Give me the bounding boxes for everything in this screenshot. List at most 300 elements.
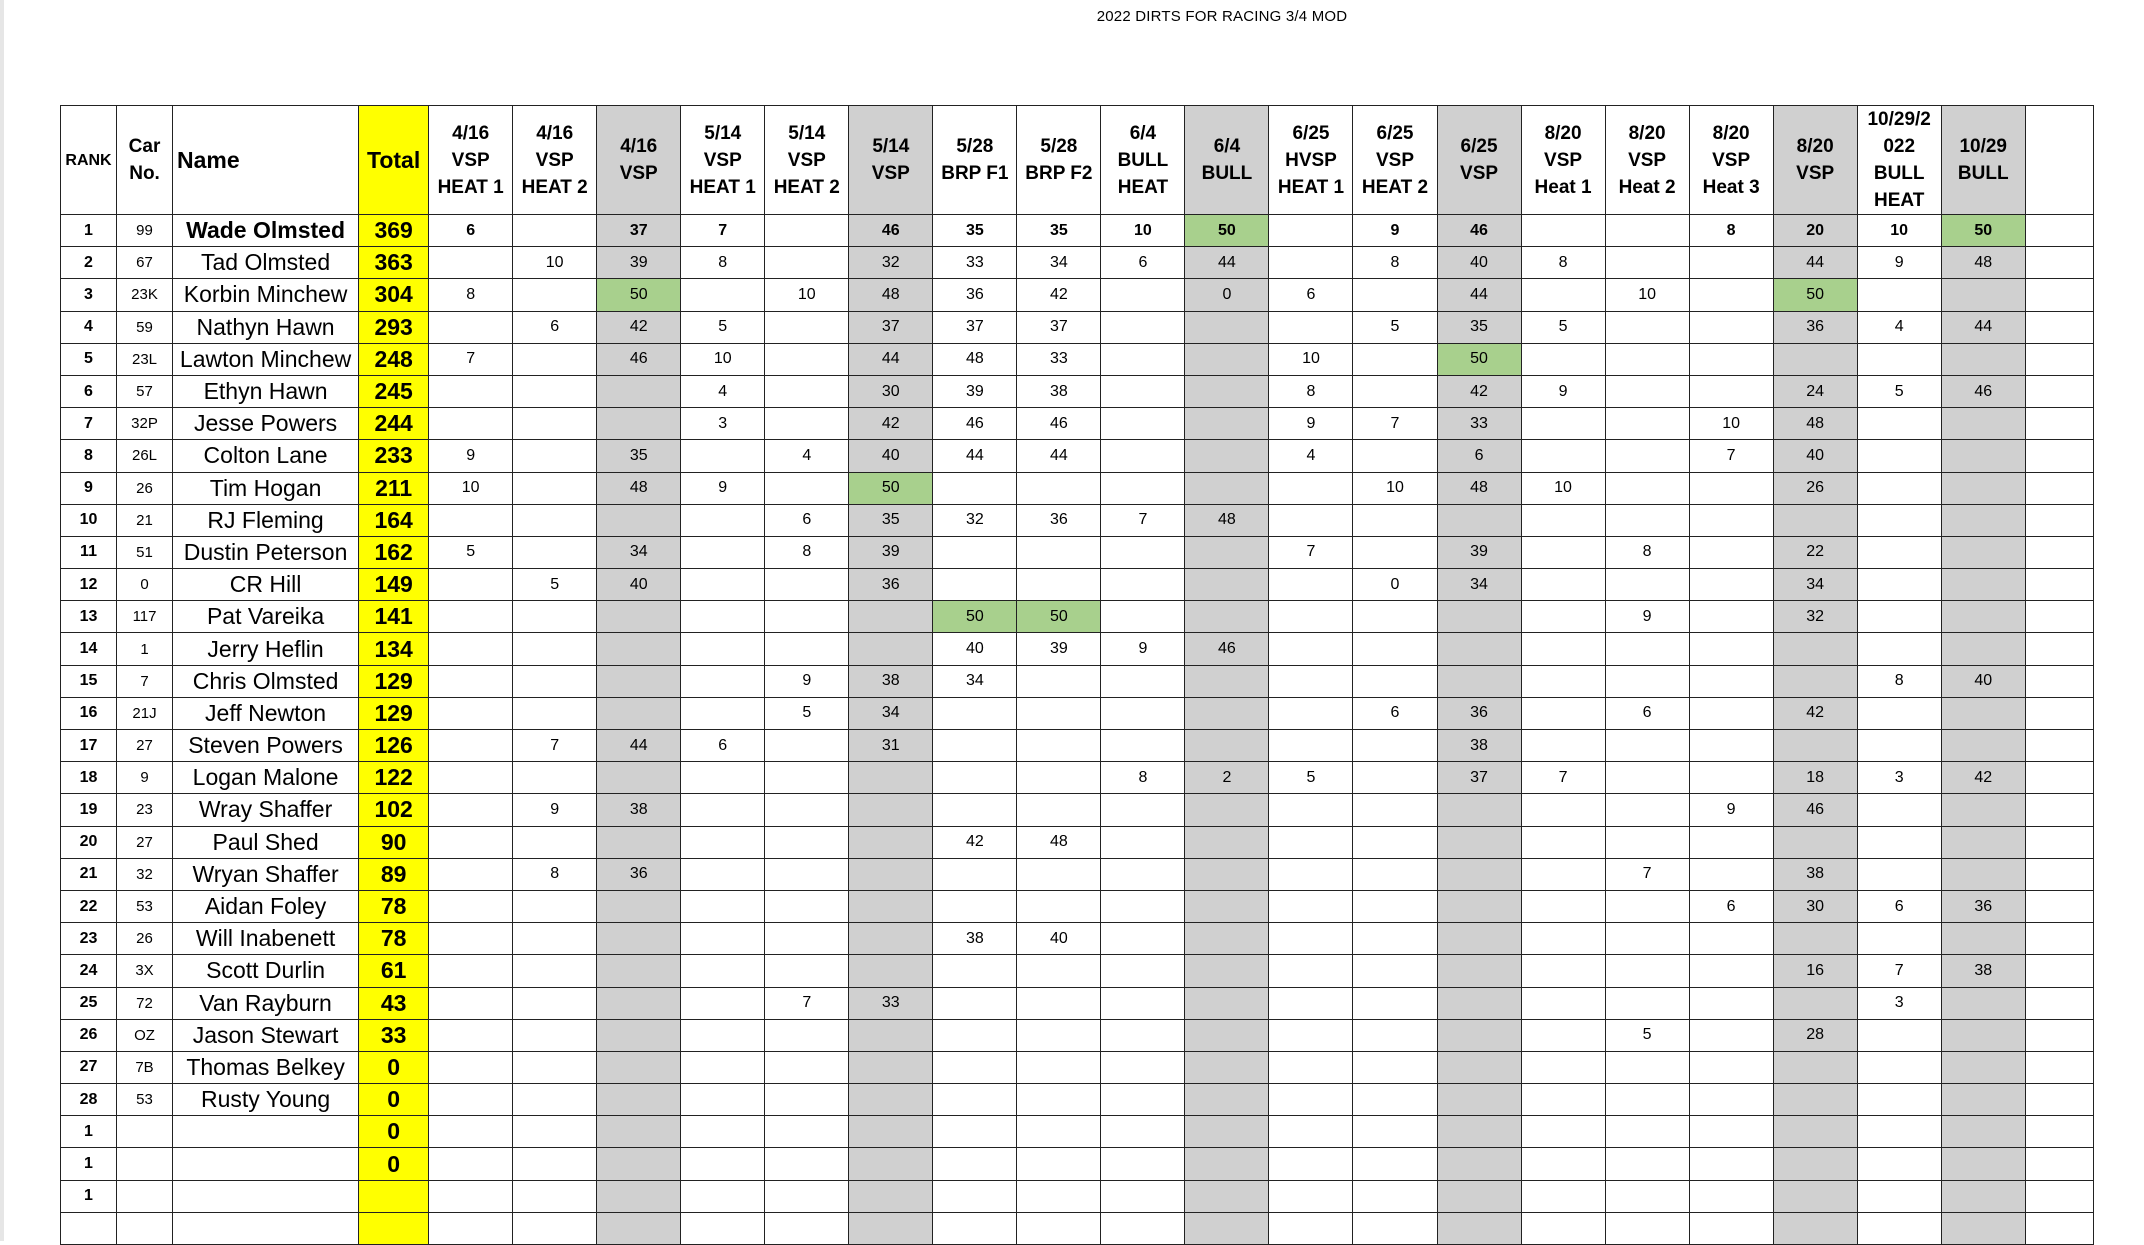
race-points-cell	[1437, 665, 1521, 697]
race-points-cell	[765, 890, 849, 922]
race-points-cell	[513, 923, 597, 955]
race-points-cell	[513, 472, 597, 504]
race-points-cell	[1689, 1180, 1773, 1212]
race-points-cell: 40	[597, 569, 681, 601]
race-points-cell	[765, 472, 849, 504]
race-points-cell	[1941, 279, 2025, 311]
header-race-13	[1521, 106, 1605, 215]
driver-name-cell	[173, 1180, 359, 1212]
race-points-cell: 9	[513, 794, 597, 826]
race-points-cell	[1437, 955, 1521, 987]
race-points-cell: 9	[1689, 794, 1773, 826]
race-points-cell	[2025, 858, 2093, 890]
race-points-cell	[2025, 1180, 2093, 1212]
race-points-cell	[1269, 858, 1353, 890]
race-points-cell	[1185, 826, 1269, 858]
total-points-cell: 363	[359, 247, 429, 279]
rank-cell: 20	[61, 826, 117, 858]
race-points-cell: 6	[1269, 279, 1353, 311]
race-points-cell	[1437, 890, 1521, 922]
table-row	[61, 215, 2094, 247]
race-points-cell: 40	[1941, 665, 2025, 697]
race-points-cell	[1437, 601, 1521, 633]
car-number-cell: 1	[117, 633, 173, 665]
race-points-cell	[1101, 1051, 1185, 1083]
race-points-cell: 7	[1605, 858, 1689, 890]
race-points-cell	[1689, 826, 1773, 858]
race-points-cell	[1689, 923, 1773, 955]
header-race-line: 8/20	[1712, 122, 1750, 144]
race-points-cell	[849, 601, 933, 633]
race-points-cell: 42	[933, 826, 1017, 858]
race-points-cell: 8	[1521, 247, 1605, 279]
race-points-cell	[513, 440, 597, 472]
table-row	[61, 375, 2094, 407]
race-points-cell: 48	[597, 472, 681, 504]
total-points-cell: 134	[359, 633, 429, 665]
race-points-cell	[681, 1148, 765, 1180]
race-points-cell	[765, 826, 849, 858]
race-points-cell	[2025, 215, 2093, 247]
race-points-cell	[681, 1051, 765, 1083]
race-points-cell	[1185, 858, 1269, 890]
race-points-cell	[1689, 569, 1773, 601]
race-points-cell	[597, 1084, 681, 1116]
header-race-3	[681, 106, 765, 215]
race-points-cell	[933, 955, 1017, 987]
race-points-cell	[681, 697, 765, 729]
race-points-cell	[429, 987, 513, 1019]
race-points-cell	[1689, 472, 1773, 504]
header-race-line: 4/16	[620, 136, 658, 157]
race-points-cell: 35	[597, 440, 681, 472]
race-points-cell: 37	[849, 311, 933, 343]
rank-cell: 12	[61, 569, 117, 601]
car-number-cell: 21	[117, 504, 173, 536]
race-points-cell	[1941, 504, 2025, 536]
race-points-cell	[1605, 923, 1689, 955]
race-points-cell	[429, 858, 513, 890]
table-row	[61, 472, 2094, 504]
header-race-18	[1941, 106, 2025, 215]
race-points-cell	[1017, 1148, 1101, 1180]
race-points-cell	[933, 858, 1017, 890]
race-points-cell: 38	[1437, 730, 1521, 762]
race-points-cell	[1941, 343, 2025, 375]
header-race-5	[849, 106, 933, 215]
header-race-line: 10/29/2	[1867, 109, 1931, 130]
table-row	[61, 890, 2094, 922]
rank-cell: 16	[61, 697, 117, 729]
race-points-cell: 8	[765, 536, 849, 568]
race-points-cell	[1185, 794, 1269, 826]
total-points-cell: 78	[359, 890, 429, 922]
rank-cell: 9	[61, 472, 117, 504]
race-points-cell	[933, 794, 1017, 826]
race-points-cell	[597, 504, 681, 536]
header-race-line: 6/25	[1460, 136, 1498, 157]
race-points-cell	[681, 794, 765, 826]
race-points-cell	[933, 472, 1017, 504]
race-points-cell	[1773, 923, 1857, 955]
race-points-cell: 31	[849, 730, 933, 762]
header-race-line: BRP F2	[1025, 163, 1093, 184]
race-points-cell	[765, 955, 849, 987]
driver-name-cell	[173, 1212, 359, 1244]
race-points-cell	[681, 536, 765, 568]
race-points-cell	[1269, 311, 1353, 343]
race-points-cell	[2025, 279, 2093, 311]
race-points-cell: 22	[1773, 536, 1857, 568]
race-points-cell	[1185, 440, 1269, 472]
race-points-cell	[1857, 1116, 1941, 1148]
header-race-line: VSP	[1712, 149, 1751, 171]
race-points-cell	[1941, 923, 2025, 955]
race-points-cell	[1773, 1148, 1857, 1180]
race-points-cell	[1017, 1019, 1101, 1051]
race-points-cell: 9	[1101, 633, 1185, 665]
race-points-cell	[513, 1116, 597, 1148]
race-points-cell	[933, 890, 1017, 922]
race-points-cell	[513, 633, 597, 665]
race-points-cell	[1185, 1084, 1269, 1116]
table-row	[61, 697, 2094, 729]
race-points-cell	[681, 826, 765, 858]
race-points-cell	[1605, 1212, 1689, 1244]
race-points-cell: 6	[681, 730, 765, 762]
race-points-cell: 36	[933, 279, 1017, 311]
race-points-cell	[2025, 665, 2093, 697]
race-points-cell: 9	[1521, 375, 1605, 407]
race-points-cell	[429, 697, 513, 729]
race-points-cell: 42	[1017, 279, 1101, 311]
race-points-cell: 46	[1773, 794, 1857, 826]
race-points-cell	[1605, 1180, 1689, 1212]
race-points-cell: 42	[1437, 375, 1521, 407]
header-race-line: VSP	[703, 149, 742, 171]
total-points-cell: 102	[359, 794, 429, 826]
car-number-cell: 0	[117, 569, 173, 601]
driver-name-cell: Ethyn Hawn	[173, 375, 359, 407]
race-points-cell	[429, 1148, 513, 1180]
race-points-cell	[681, 923, 765, 955]
header-race-line: 6/25	[1292, 122, 1330, 144]
header-race-4	[765, 106, 849, 215]
header-race-line: BULL	[1201, 163, 1253, 184]
race-points-cell: 32	[933, 504, 1017, 536]
race-points-cell	[513, 987, 597, 1019]
race-points-cell	[1101, 955, 1185, 987]
race-points-cell	[513, 408, 597, 440]
rank-cell: 22	[61, 890, 117, 922]
header-car-line-2: No.	[129, 163, 160, 184]
race-points-cell: 8	[1689, 215, 1773, 247]
race-points-cell: 32	[849, 247, 933, 279]
race-points-cell	[1857, 408, 1941, 440]
driver-name-cell: Paul Shed	[173, 826, 359, 858]
total-points-cell: 369	[359, 215, 429, 247]
race-points-cell	[1521, 955, 1605, 987]
race-points-cell: 33	[849, 987, 933, 1019]
rank-cell: 1	[61, 1116, 117, 1148]
total-points-cell: 304	[359, 279, 429, 311]
race-points-cell	[1605, 1116, 1689, 1148]
race-points-cell	[2025, 1148, 2093, 1180]
rank-cell: 15	[61, 665, 117, 697]
race-points-cell	[597, 955, 681, 987]
table-row	[61, 1116, 2094, 1148]
race-points-cell	[681, 601, 765, 633]
race-points-cell	[1269, 1180, 1353, 1212]
table-row	[61, 762, 2094, 794]
race-points-cell	[1101, 536, 1185, 568]
table-row	[61, 343, 2094, 375]
race-points-cell	[597, 633, 681, 665]
race-points-cell	[849, 1148, 933, 1180]
race-points-cell	[1353, 1019, 1437, 1051]
race-points-cell: 50	[1437, 343, 1521, 375]
race-points-cell	[1185, 730, 1269, 762]
race-points-cell	[1605, 987, 1689, 1019]
rank-cell: 1	[61, 1180, 117, 1212]
race-points-cell	[1269, 1148, 1353, 1180]
race-points-cell	[1941, 569, 2025, 601]
race-points-cell: 34	[1017, 247, 1101, 279]
race-points-cell	[1269, 697, 1353, 729]
driver-name-cell: Wryan Shaffer	[173, 858, 359, 890]
race-points-cell	[1941, 826, 2025, 858]
race-points-cell	[513, 601, 597, 633]
race-points-cell: 7	[681, 215, 765, 247]
car-number-cell	[117, 1212, 173, 1244]
header-race-16	[1773, 106, 1857, 215]
race-points-cell: 10	[1689, 408, 1773, 440]
race-points-cell	[1101, 794, 1185, 826]
race-points-cell: 10	[681, 343, 765, 375]
header-race-line: 6/4	[1213, 136, 1241, 157]
race-points-cell	[429, 408, 513, 440]
race-points-cell	[681, 955, 765, 987]
race-points-cell: 9	[1353, 215, 1437, 247]
race-points-cell	[1521, 697, 1605, 729]
race-points-cell	[1521, 569, 1605, 601]
race-points-cell: 5	[513, 569, 597, 601]
rank-cell: 2	[61, 247, 117, 279]
race-points-cell	[1437, 1148, 1521, 1180]
race-points-cell	[1857, 730, 1941, 762]
race-points-cell: 26	[1773, 472, 1857, 504]
race-points-cell	[429, 1116, 513, 1148]
race-points-cell	[1773, 1212, 1857, 1244]
race-points-cell: 46	[1941, 375, 2025, 407]
race-points-cell	[933, 730, 1017, 762]
rank-cell: 13	[61, 601, 117, 633]
race-points-cell	[597, 890, 681, 922]
race-points-cell	[1269, 890, 1353, 922]
table-row	[61, 923, 2094, 955]
race-points-cell	[681, 1116, 765, 1148]
car-number-cell: 21J	[117, 697, 173, 729]
race-points-cell: 6	[513, 311, 597, 343]
race-points-cell: 7	[1689, 440, 1773, 472]
race-points-cell: 40	[1773, 440, 1857, 472]
race-points-cell	[1857, 601, 1941, 633]
race-points-cell	[1521, 408, 1605, 440]
total-points-cell: 122	[359, 762, 429, 794]
race-points-cell	[597, 1180, 681, 1212]
race-points-cell	[681, 1019, 765, 1051]
driver-name-cell	[173, 1148, 359, 1180]
race-points-cell	[849, 1116, 933, 1148]
header-race-line: HEAT 1	[689, 176, 756, 198]
driver-name-cell: Will Inabenett	[173, 923, 359, 955]
race-points-cell	[2025, 633, 2093, 665]
race-points-cell	[765, 343, 849, 375]
total-points-cell: 129	[359, 697, 429, 729]
total-points-cell: 164	[359, 504, 429, 536]
race-points-cell	[1605, 408, 1689, 440]
header-race-1	[513, 106, 597, 215]
race-points-cell	[1689, 730, 1773, 762]
header-race-line: 10/29	[1959, 136, 2007, 157]
car-number-cell: 27	[117, 730, 173, 762]
race-points-cell: 7	[513, 730, 597, 762]
race-points-cell	[2025, 504, 2093, 536]
race-points-cell: 38	[933, 923, 1017, 955]
header-race-line: HVSP	[1285, 149, 1337, 171]
race-points-cell	[933, 697, 1017, 729]
race-points-cell	[1185, 601, 1269, 633]
race-points-cell	[933, 1180, 1017, 1212]
page-title: 2022 DIRTS FOR RACING 3/4 MOD	[1096, 8, 1348, 25]
race-points-cell	[1521, 601, 1605, 633]
race-points-cell	[429, 923, 513, 955]
race-points-cell	[849, 1051, 933, 1083]
race-points-cell	[849, 1019, 933, 1051]
race-points-cell: 46	[1017, 408, 1101, 440]
race-points-cell: 4	[765, 440, 849, 472]
race-points-cell: 28	[1773, 1019, 1857, 1051]
car-number-cell: 9	[117, 762, 173, 794]
race-points-cell	[2025, 697, 2093, 729]
race-points-cell	[2025, 730, 2093, 762]
race-points-cell	[1605, 569, 1689, 601]
car-number-cell: 3X	[117, 955, 173, 987]
race-points-cell	[1857, 1212, 1941, 1244]
total-points-cell	[359, 1212, 429, 1244]
rank-cell: 24	[61, 955, 117, 987]
race-points-cell: 40	[1437, 247, 1521, 279]
race-points-cell	[1269, 569, 1353, 601]
race-points-cell: 0	[1353, 569, 1437, 601]
race-points-cell	[597, 408, 681, 440]
race-points-cell: 4	[681, 375, 765, 407]
race-points-cell	[1773, 987, 1857, 1019]
race-points-cell	[1605, 633, 1689, 665]
race-points-cell	[429, 826, 513, 858]
race-points-cell: 9	[681, 472, 765, 504]
header-race-line: VSP	[451, 149, 490, 171]
race-points-cell: 46	[1437, 215, 1521, 247]
race-points-cell	[597, 1212, 681, 1244]
race-points-cell: 8	[681, 247, 765, 279]
race-points-cell	[1857, 633, 1941, 665]
race-points-cell: 6	[1857, 890, 1941, 922]
driver-name-cell: Jesse Powers	[173, 408, 359, 440]
race-points-cell	[1605, 1084, 1689, 1116]
race-points-cell: 9	[1605, 601, 1689, 633]
race-points-cell	[1689, 955, 1773, 987]
race-points-cell	[933, 1116, 1017, 1148]
race-points-cell	[1185, 375, 1269, 407]
race-points-cell	[681, 1084, 765, 1116]
race-points-cell: 5	[1521, 311, 1605, 343]
race-points-cell: 48	[1017, 826, 1101, 858]
total-points-cell: 293	[359, 311, 429, 343]
race-points-cell	[1017, 1116, 1101, 1148]
race-points-cell	[1521, 923, 1605, 955]
race-points-cell	[765, 923, 849, 955]
race-points-cell	[1689, 987, 1773, 1019]
race-points-cell: 44	[1941, 311, 2025, 343]
header-race-line: VSP	[619, 163, 658, 184]
race-points-cell: 10	[1857, 215, 1941, 247]
race-points-cell	[1101, 279, 1185, 311]
race-points-cell	[1605, 762, 1689, 794]
race-points-cell	[1353, 343, 1437, 375]
race-points-cell	[1857, 440, 1941, 472]
race-points-cell	[933, 1019, 1017, 1051]
race-points-cell	[1353, 279, 1437, 311]
race-points-cell	[1353, 633, 1437, 665]
race-points-cell: 38	[1773, 858, 1857, 890]
race-points-cell	[1689, 601, 1773, 633]
race-points-cell: 18	[1773, 762, 1857, 794]
race-points-cell	[429, 762, 513, 794]
race-points-cell	[1941, 1116, 2025, 1148]
race-points-cell	[765, 247, 849, 279]
race-points-cell	[429, 633, 513, 665]
race-points-cell	[1857, 1019, 1941, 1051]
race-points-cell: 10	[1605, 279, 1689, 311]
total-points-cell: 0	[359, 1084, 429, 1116]
total-points-cell: 211	[359, 472, 429, 504]
race-points-cell	[1101, 1116, 1185, 1148]
driver-name-cell: Wray Shaffer	[173, 794, 359, 826]
race-points-cell: 3	[1857, 987, 1941, 1019]
race-points-cell: 38	[597, 794, 681, 826]
race-points-cell	[1017, 762, 1101, 794]
rank-cell: 7	[61, 408, 117, 440]
header-race-line: HEAT 1	[437, 176, 504, 198]
driver-name-cell: RJ Fleming	[173, 504, 359, 536]
race-points-cell: 10	[1521, 472, 1605, 504]
race-points-cell	[1353, 955, 1437, 987]
race-points-cell: 4	[1857, 311, 1941, 343]
race-points-cell	[429, 247, 513, 279]
race-points-cell	[513, 955, 597, 987]
race-points-cell	[1269, 1084, 1353, 1116]
driver-name-cell	[173, 1116, 359, 1148]
race-points-cell	[1101, 472, 1185, 504]
race-points-cell	[2025, 569, 2093, 601]
race-points-cell	[597, 375, 681, 407]
race-points-cell	[1269, 730, 1353, 762]
race-points-cell: 35	[849, 504, 933, 536]
header-race-line: 5/14	[704, 122, 742, 144]
race-points-cell	[1521, 440, 1605, 472]
race-points-cell	[1185, 890, 1269, 922]
